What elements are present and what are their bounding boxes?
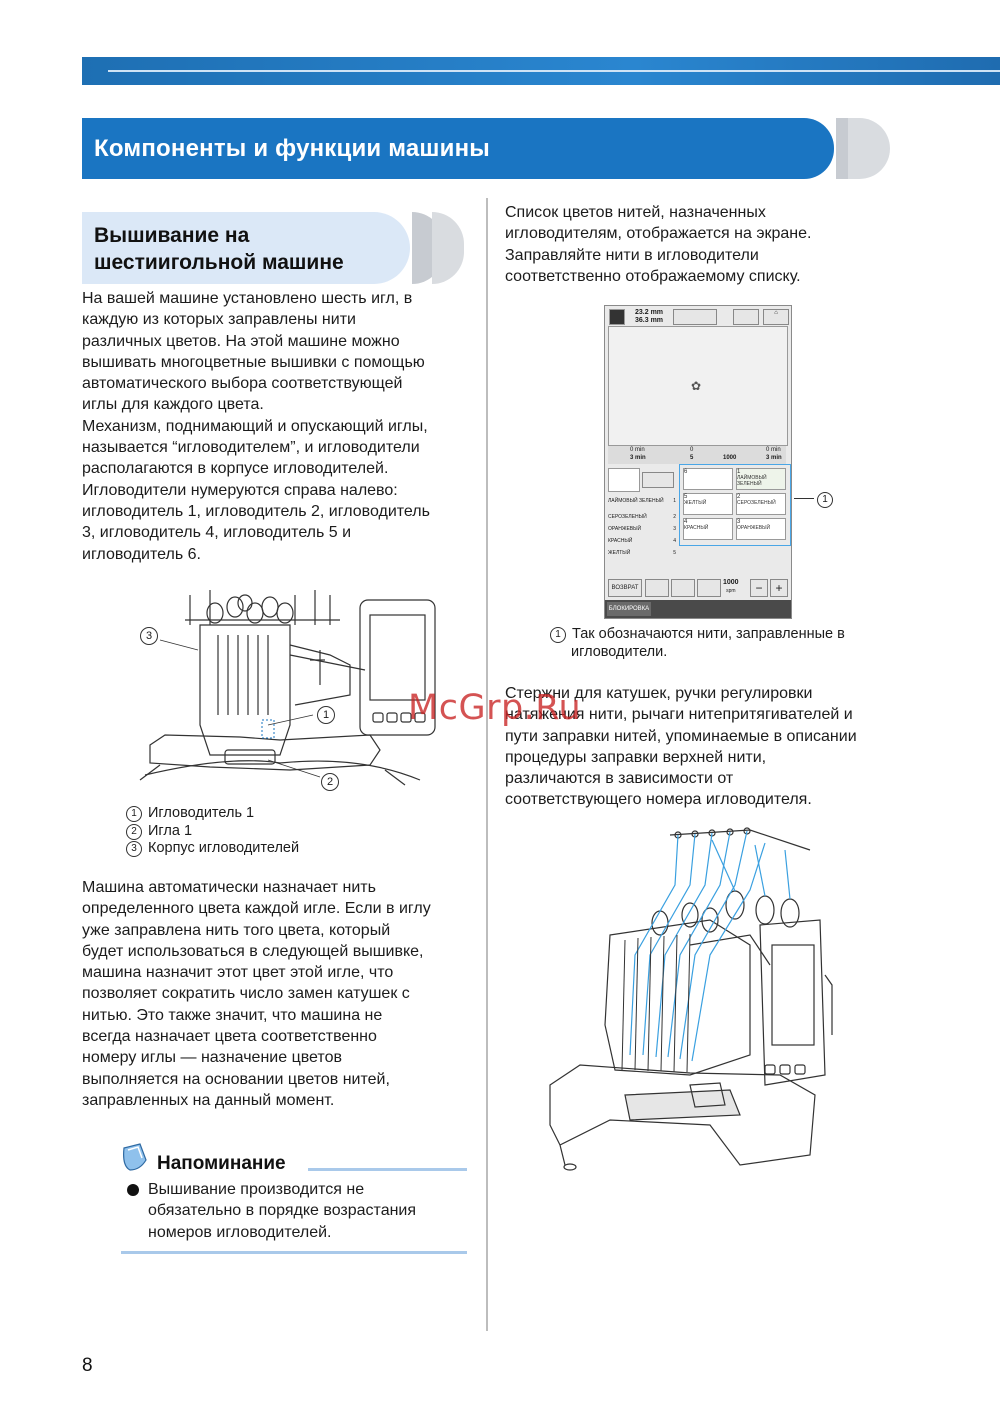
needle-cell-1: 1 ЛАЙМОВЫЙ ЗЕЛЕНЫЙ [736,468,786,490]
stitch-button [697,579,721,597]
header-bar-line [108,70,1000,72]
reminder-rule-top [308,1168,467,1171]
reminder-title: Напоминание [157,1153,286,1174]
section-title [82,212,410,284]
screen-caption: 1 Так обозначаются нити, заправленные в игловодители. [550,626,845,661]
thread-preview [608,468,640,492]
view-button [733,309,759,325]
section-chevron-2 [432,212,464,284]
figure-label-3: 3 [140,627,158,645]
plus-icon: + [770,579,788,597]
figure-label-2: 2 [321,773,339,791]
color-list-item: КРАСНЫЙ 4 [608,538,676,544]
figure-captions: 1 Игловодитель 1 2 Игла 1 3 Корпус игловодителей [126,805,299,858]
color-list-item: ЛАЙМОВЫЙ ЗЕЛЕНЫЙ 1 [608,498,676,504]
callout-line [794,498,814,499]
lock-button: БЛОКИРОВКА [607,602,651,616]
reminder-text: Вышивание производится не обязательно в порядке возрастания номеров игловодителей. [148,1181,417,1241]
size-icon [609,309,625,325]
progress-bar: 0 min 3 min 0 5 1000 0 min 3 min [608,446,786,464]
figure-label-1: 1 [317,706,335,724]
column-divider [486,198,488,1331]
page-number: 8 [82,1355,93,1376]
needle-button [671,579,695,597]
watermark: McGrp.Ru [408,688,582,728]
preview-area [608,326,788,446]
bottom-toolbar [605,600,791,618]
section-title-line-1: Вышивание на [94,224,250,247]
needle-cell-3: 3 ОРАНЖЕВЫЙ [736,518,786,540]
design-preview-icon: ✿ [691,379,702,393]
screen-callout-1: 1 [817,492,833,508]
intro-paragraph: На вашей машине установлено шесть игл, в каждую из которых заправлены нити различных цветов. На этой машине можно вышивать многоцветные вышивки с помощью автоматического выбора соответствующей иглы для каждого цвета. Механизм, поднимающий и опускающий иглы, называется “игловодителем”, и игловодители располагаются в корпусе игловодителей. Игловодители нумеруются справа налево: игловодитель 1, игловодитель 2, игловодитель 3, игловодитель 4, игловодитель 5 и игловодитель 6. [82,290,430,563]
layout-button [673,309,717,325]
reminder-icon [118,1140,154,1176]
needle-cell-4: 4 КРАСНЫЙ [683,518,733,540]
needle-cell-6: 6 [683,468,733,490]
color-list [608,468,676,566]
frame-button [645,579,669,597]
machine-diagram [130,585,450,800]
thread-button [642,472,674,488]
return-button: ВОЗВРАТ [608,579,642,597]
page-title: Компоненты и функции машины [82,118,834,179]
threading-machine-illustration [540,825,860,1175]
lcd-screen-figure [604,305,792,619]
reminder-rule-bottom [121,1251,467,1254]
color-list-item: ОРАНЖЕВЫЙ 3 [608,526,676,532]
home-icon: ⌂ [763,309,789,325]
assignment-paragraph: Машина автоматически назначает нить определенного цвета каждой игле. Если в иглу уже заправлена нить того цвета, который будет использоваться в следующей вышивке, машина назначит этот цвет этой игле, что позволяет сократить число замен катушек с нитью. Это также значит, что машина не всегда назначает цвета соответственно номеру иглы — назначение цветов выполняется на основании цветов нитей, заправленных на данный момент. [82,879,431,1109]
speed-readout: 1000 spm [723,579,739,594]
needle-grid [679,464,791,546]
needle-cell-5: 5 ЖЕЛТЫЙ [683,493,733,515]
bullet-icon [127,1184,139,1196]
needle-cell-2: 2 СЕРОЗЕЛЕНЫЙ [736,493,786,515]
section-title-line-2: шестиигольной машине [94,251,344,274]
title-chevron-2 [848,118,890,179]
thread-list-paragraph: Список цветов нитей, назначенных игловодителям, отображается на экране. Заправляйте нити в игловодители соответственно отображаемому списку. [505,204,812,285]
minus-icon: − [750,579,768,597]
size-readout: 23.2 mm 36.3 mm [635,309,664,324]
color-list-item: СЕРОЗЕЛЕНЫЙ 2 [608,514,676,520]
threading-paragraph: Стержни для катушек, ручки регулировки натяжения нити, рычаги нитепритягивателей и пути заправки нитей, упоминаемые в описании процедуры заправки верхней нити, различаются в зависимости от соответствующего номера игловодителя. [505,685,857,809]
color-list-item: ЖЕЛТЫЙ 5 [608,550,676,556]
